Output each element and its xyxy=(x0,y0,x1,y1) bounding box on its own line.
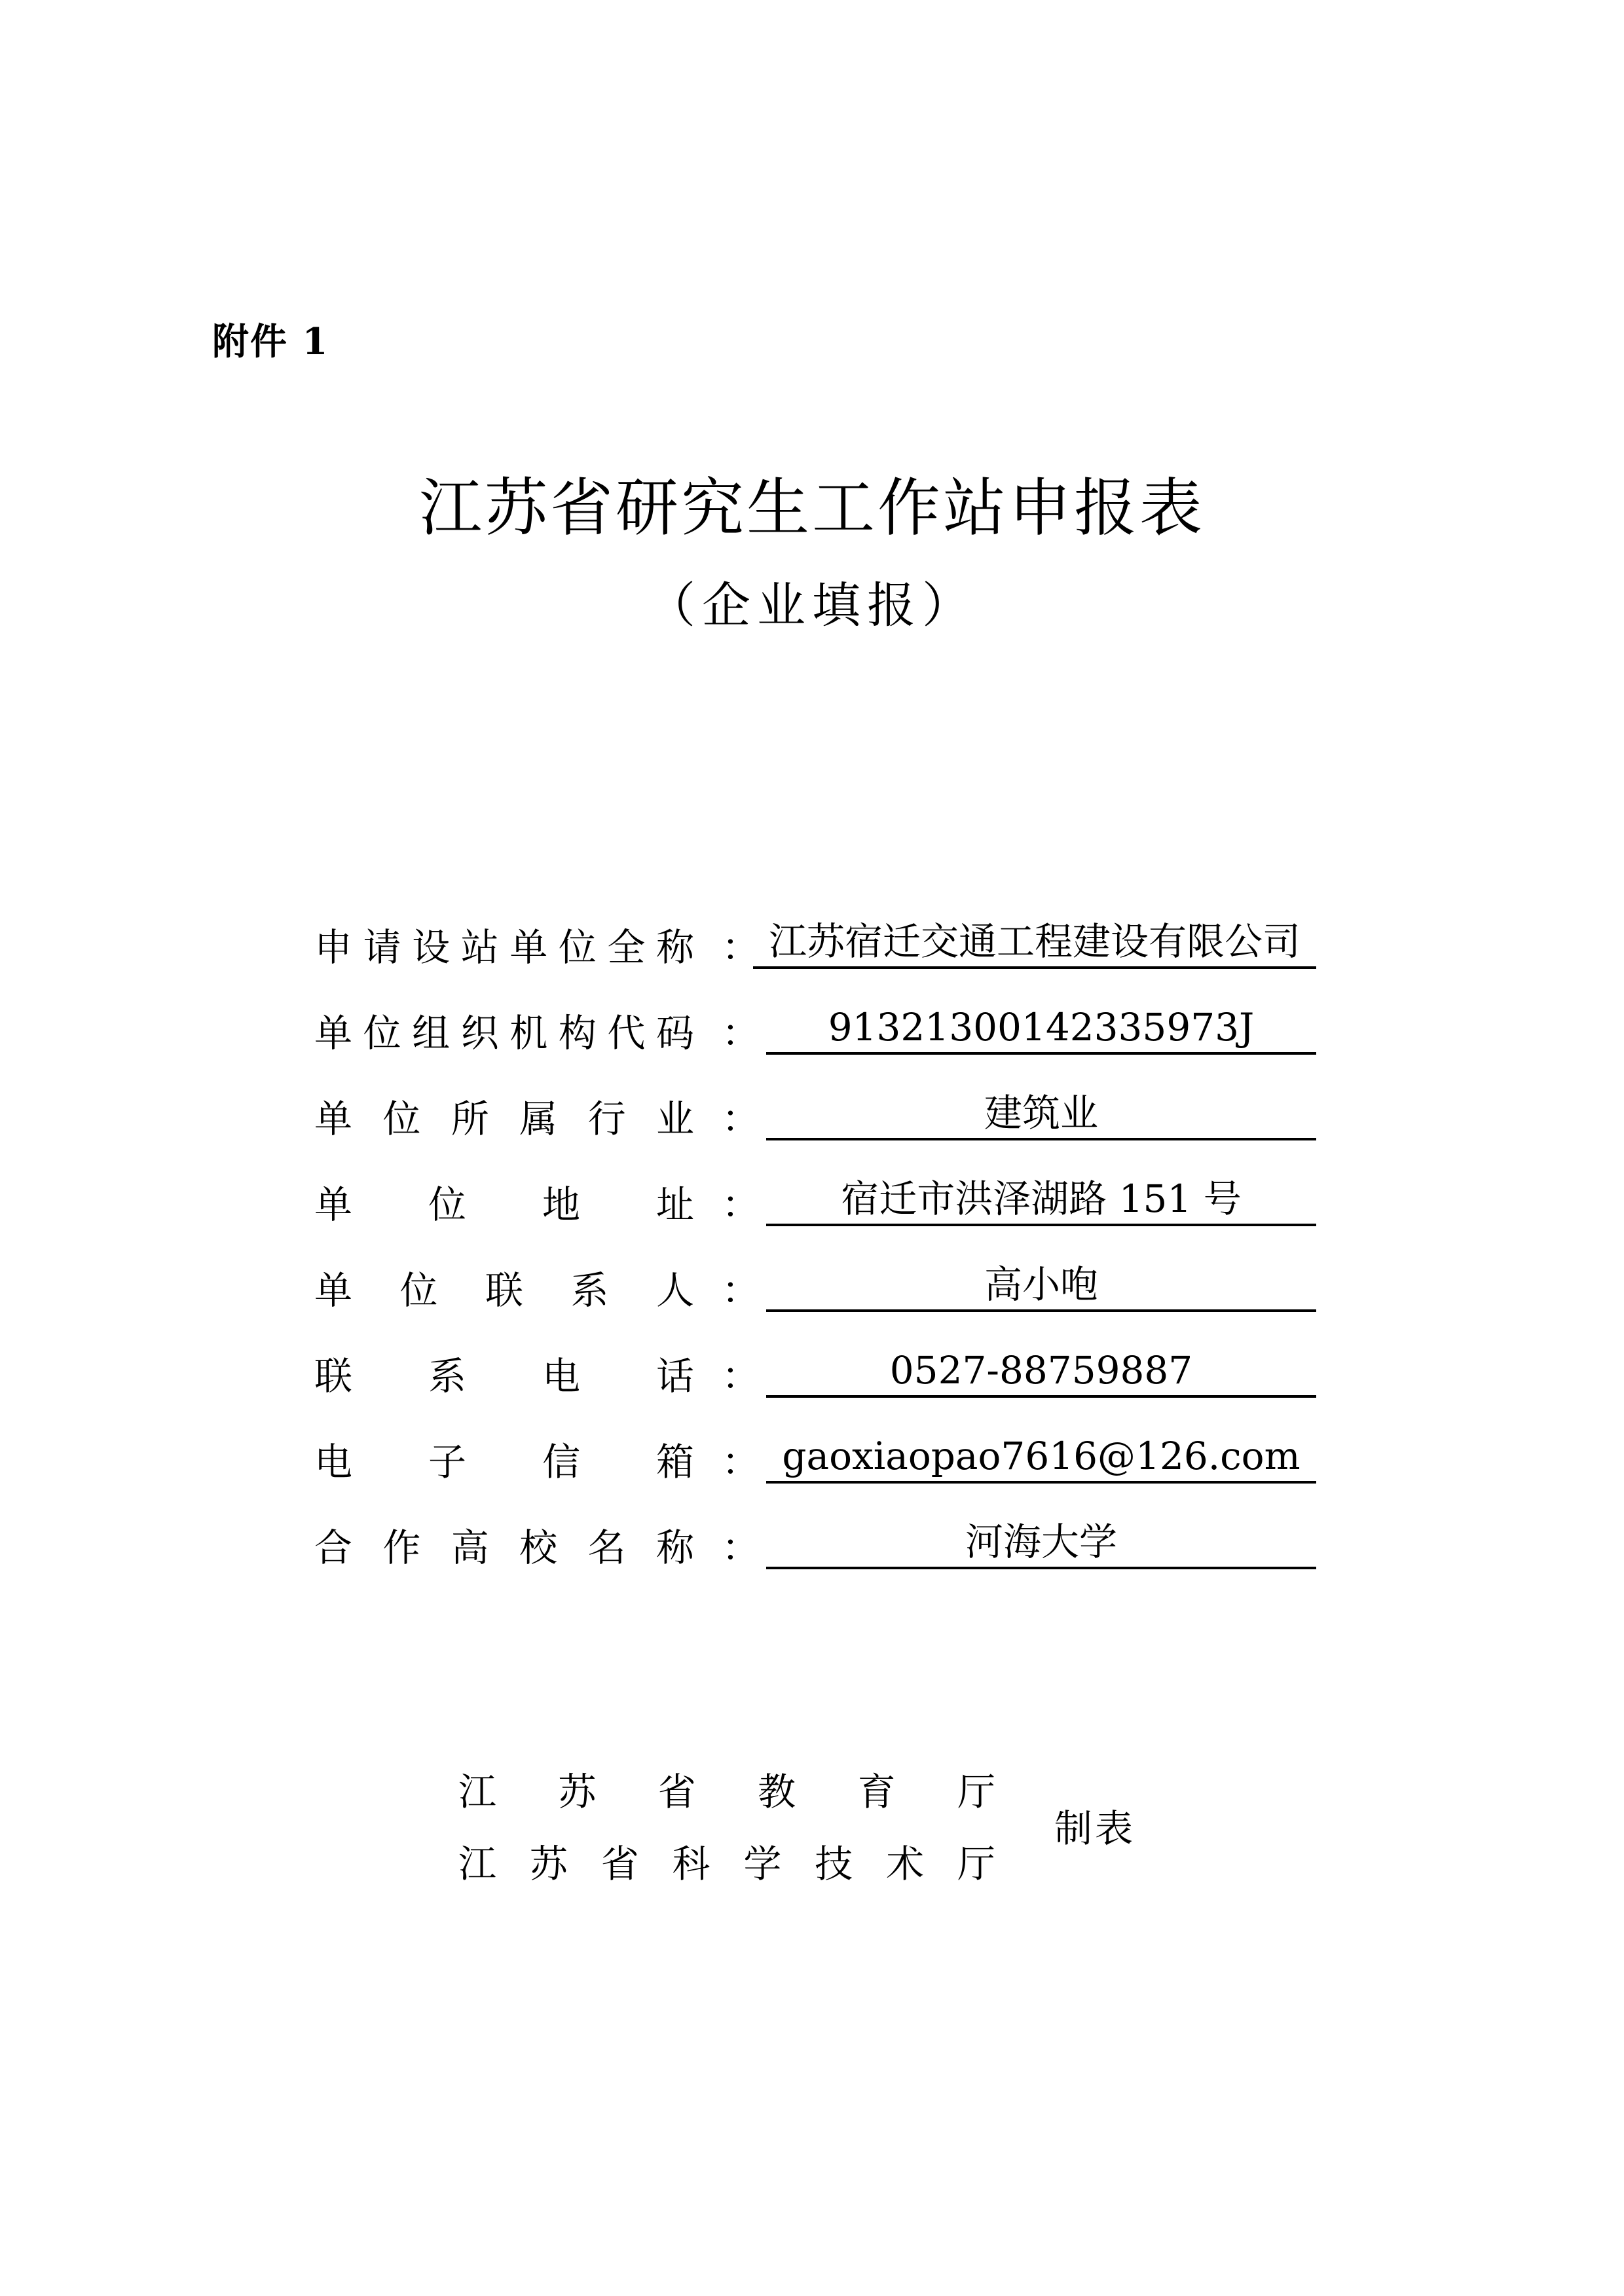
label-char: 单 xyxy=(314,1182,353,1227)
label-char: 所 xyxy=(451,1097,489,1141)
label-char: 育 xyxy=(857,1770,896,1814)
field-row xyxy=(314,1174,1336,1260)
label-char: 学 xyxy=(743,1842,782,1886)
label-char: 站 xyxy=(460,925,499,970)
field-colon: ： xyxy=(722,925,760,970)
field-colon: ： xyxy=(722,1011,760,1055)
label-char: 苏 xyxy=(529,1842,568,1886)
label-char: 称 xyxy=(655,1525,694,1570)
label-char: 苏 xyxy=(558,1770,597,1814)
field-value: 91321300142335973J xyxy=(766,1002,1316,1055)
label-char: 构 xyxy=(558,1011,597,1055)
label-char: 称 xyxy=(655,925,694,970)
label-char: 组 xyxy=(412,1011,451,1055)
label-char: 技 xyxy=(815,1842,853,1886)
label-char: 作 xyxy=(382,1525,421,1570)
field-row xyxy=(314,1002,1336,1088)
label-char: 联 xyxy=(314,1354,353,1398)
field-colon: ： xyxy=(722,1182,760,1227)
field-row xyxy=(314,1088,1336,1174)
label-char: 箱 xyxy=(655,1440,694,1484)
label-char: 系 xyxy=(428,1354,466,1398)
field-label xyxy=(314,1002,694,1057)
label-char: 系 xyxy=(570,1268,609,1313)
field-label xyxy=(314,1431,694,1486)
label-char: 科 xyxy=(672,1842,710,1886)
label-char: 厅 xyxy=(957,1770,995,1814)
label-char: 信 xyxy=(542,1440,580,1484)
label-char: 教 xyxy=(758,1770,796,1814)
label-char: 单 xyxy=(314,1268,353,1313)
label-char: 电 xyxy=(542,1354,580,1398)
field-value: 高小咆 xyxy=(766,1260,1316,1312)
info-fields xyxy=(314,917,1336,1603)
field-label xyxy=(314,917,694,972)
label-char: 厅 xyxy=(957,1842,995,1886)
label-char: 设 xyxy=(412,925,451,970)
label-char: 单 xyxy=(509,925,548,970)
issuer-education-dept xyxy=(458,1761,995,1816)
label-char: 高 xyxy=(451,1525,489,1570)
field-label xyxy=(314,1345,694,1400)
label-char: 校 xyxy=(519,1525,558,1570)
field-value: 宿迁市洪泽湖路 151 号 xyxy=(766,1174,1316,1226)
field-row xyxy=(314,1517,1336,1603)
label-char: 地 xyxy=(542,1182,580,1227)
attachment-label: 附件 1 xyxy=(212,320,329,363)
form-subtitle: （企业填报） xyxy=(647,577,977,634)
label-char: 省 xyxy=(600,1842,639,1886)
field-value: 江苏宿迁交通工程建设有限公司 xyxy=(753,917,1316,969)
label-char: 属 xyxy=(519,1097,558,1141)
label-char: 织 xyxy=(460,1011,499,1055)
field-value: 建筑业 xyxy=(766,1088,1316,1140)
label-char: 单 xyxy=(314,1011,353,1055)
label-char: 机 xyxy=(509,1011,548,1055)
field-row xyxy=(314,1431,1336,1517)
field-label xyxy=(314,1174,694,1229)
label-char: 人 xyxy=(655,1268,694,1313)
label-char: 江 xyxy=(458,1842,497,1886)
footer-suffix: 制表 xyxy=(1054,1806,1136,1851)
label-char: 位 xyxy=(558,925,597,970)
field-value: gaoxiaopao7616@126.com xyxy=(766,1431,1316,1484)
label-char: 位 xyxy=(428,1182,466,1227)
label-char: 码 xyxy=(655,1011,694,1055)
field-label xyxy=(314,1517,694,1572)
field-label xyxy=(314,1260,694,1315)
form-title: 江苏省研究生工作站申报表 xyxy=(419,471,1205,545)
field-row xyxy=(314,1260,1336,1345)
label-char: 名 xyxy=(587,1525,626,1570)
field-colon: ： xyxy=(722,1354,760,1398)
label-char: 合 xyxy=(314,1525,353,1570)
label-char: 址 xyxy=(655,1182,694,1227)
label-char: 位 xyxy=(382,1097,421,1141)
label-char: 行 xyxy=(587,1097,626,1141)
label-char: 单 xyxy=(314,1097,353,1141)
field-row xyxy=(314,917,1336,1002)
field-colon: ： xyxy=(722,1268,760,1313)
label-char: 电 xyxy=(314,1440,353,1484)
label-char: 全 xyxy=(607,925,646,970)
field-colon: ： xyxy=(722,1097,760,1141)
field-value: 河海大学 xyxy=(766,1517,1316,1569)
field-label xyxy=(314,1088,694,1143)
label-char: 请 xyxy=(363,925,401,970)
field-colon: ： xyxy=(722,1440,760,1484)
label-char: 位 xyxy=(399,1268,438,1313)
label-char: 代 xyxy=(607,1011,646,1055)
label-char: 术 xyxy=(886,1842,925,1886)
label-char: 联 xyxy=(485,1268,523,1313)
issuer-science-dept xyxy=(458,1833,995,1888)
label-char: 江 xyxy=(458,1770,497,1814)
label-char: 申 xyxy=(314,925,353,970)
label-char: 子 xyxy=(428,1440,466,1484)
field-colon: ： xyxy=(722,1525,760,1570)
label-char: 业 xyxy=(655,1097,694,1141)
label-char: 话 xyxy=(655,1354,694,1398)
label-char: 位 xyxy=(363,1011,401,1055)
field-row xyxy=(314,1345,1336,1431)
field-value: 0527-88759887 xyxy=(766,1345,1316,1398)
label-char: 省 xyxy=(657,1770,696,1814)
